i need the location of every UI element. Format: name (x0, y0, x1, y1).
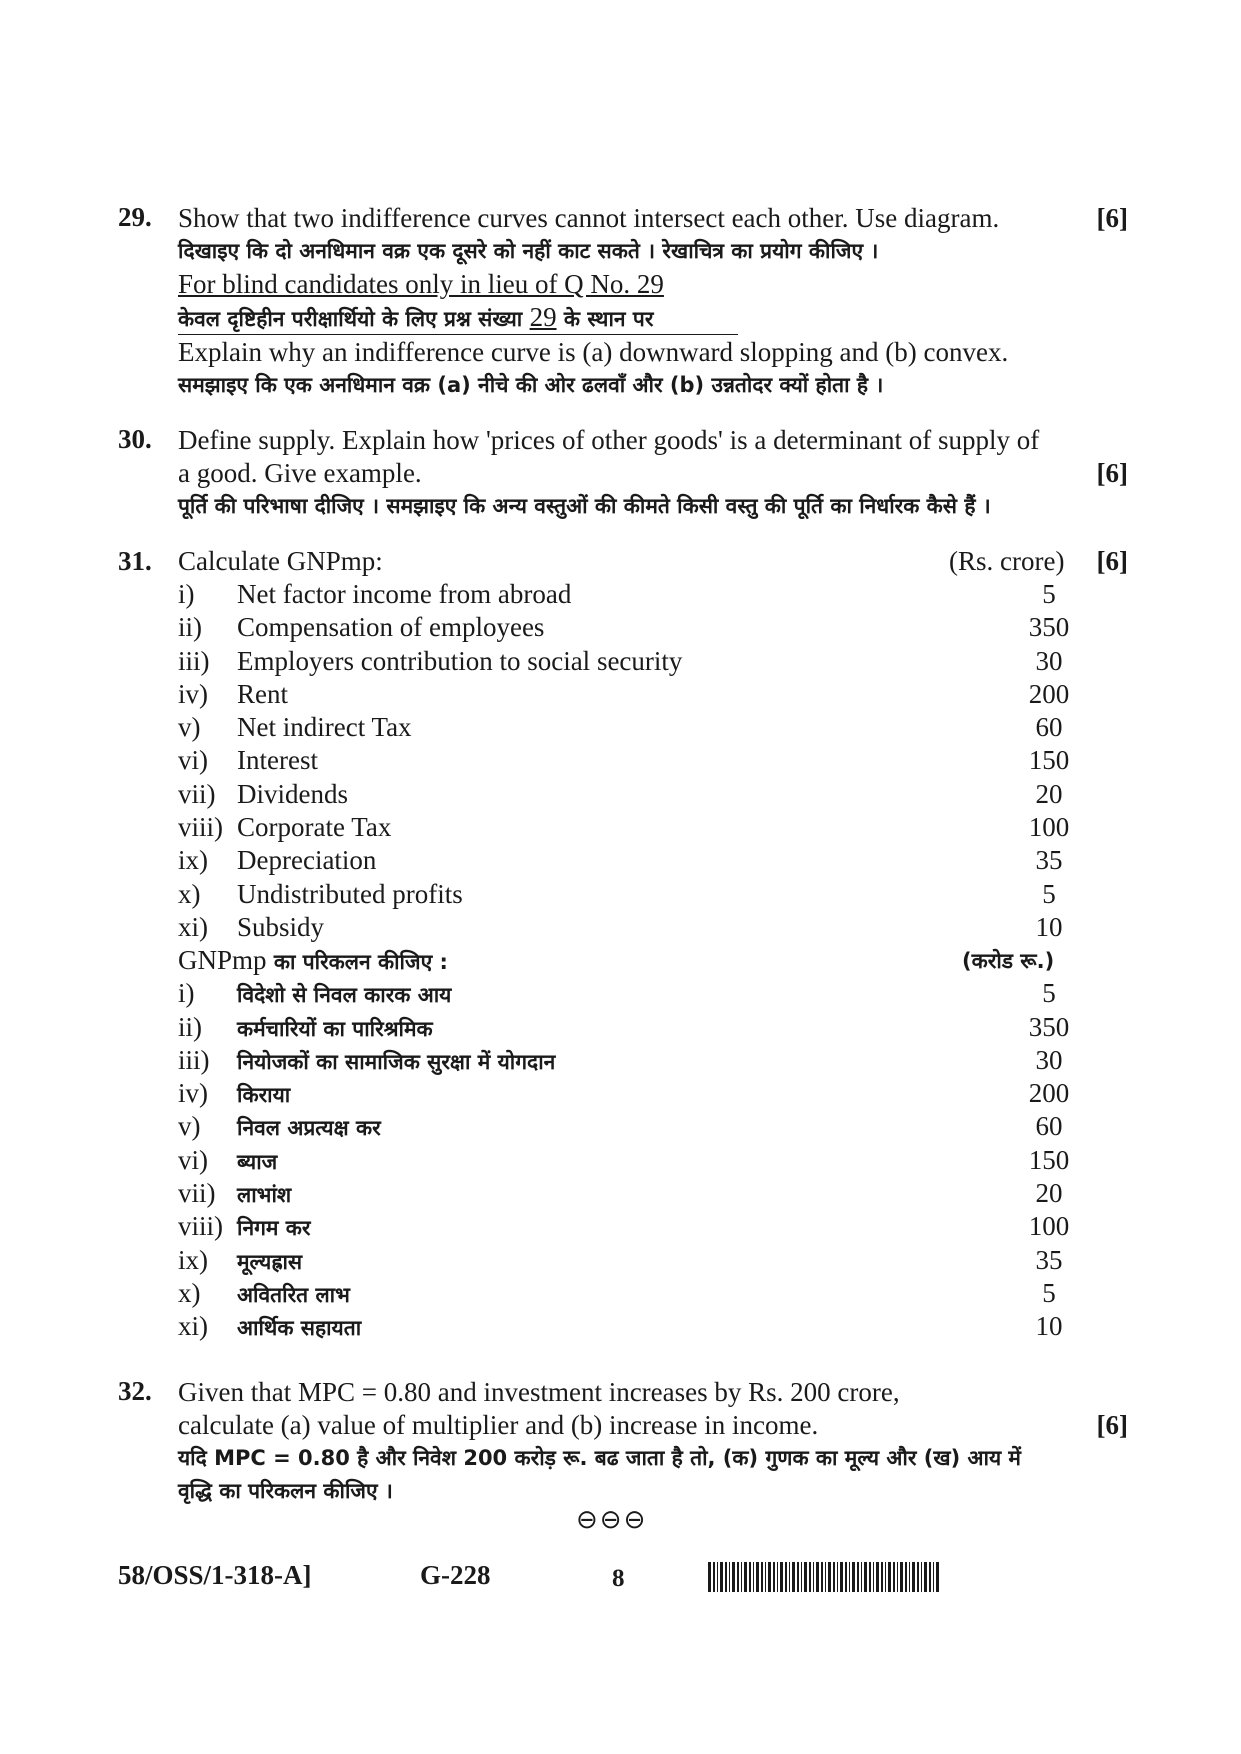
row-label: Undistributed profits (237, 878, 463, 909)
barcode-bar (924, 1562, 927, 1592)
barcode-bar (737, 1562, 739, 1592)
table-row (178, 612, 1128, 645)
barcode-bar (840, 1562, 843, 1592)
barcode-bar (845, 1562, 847, 1592)
table-row (178, 1012, 1128, 1045)
barcode-bar (708, 1562, 711, 1592)
barcode-bar (885, 1562, 886, 1592)
question-text-en-line1: Define supply. Explain how 'prices of other goods' is a determinant of supply of (178, 425, 1040, 455)
barcode-bar (869, 1562, 871, 1592)
row-label: Net factor income from abroad (237, 579, 572, 609)
table-row (178, 579, 1128, 612)
row-label: विदेशो से निवल कारक आय (237, 983, 452, 1008)
barcode-bar (909, 1562, 910, 1592)
table-row (178, 912, 1128, 945)
row-number: iv) (178, 678, 208, 709)
barcode-bar (744, 1562, 747, 1592)
row-label: ब्याज (237, 1149, 278, 1174)
table-title-hi: का परिकलन कीजिए : (266, 950, 448, 975)
barcode-bar (912, 1562, 915, 1592)
row-label: Employers contribution to social security (237, 645, 683, 676)
row-number: viii) (178, 812, 223, 843)
row-value: 5 (1042, 978, 1056, 1009)
barcode-bar (821, 1562, 823, 1592)
row-label: Rent (237, 678, 288, 709)
table-header-en (178, 546, 1128, 579)
barcode-bar (717, 1562, 718, 1592)
row-number: i) (178, 579, 195, 609)
table-row (178, 1278, 1128, 1311)
row-label: Interest (237, 745, 318, 776)
row-value: 200 (1028, 678, 1070, 709)
barcode-bar (881, 1562, 883, 1592)
table-row (178, 1078, 1128, 1111)
page-number: 8 (612, 1565, 625, 1592)
row-value: 30 (1035, 1044, 1063, 1075)
row-value: 5 (1042, 579, 1056, 609)
table-title-hi-prefix: GNPmp (178, 945, 267, 976)
row-number: i) (178, 978, 195, 1009)
row-value: 5 (1042, 878, 1056, 909)
barcode-bar (888, 1562, 891, 1592)
alternate-question-hi: समझाइए कि एक अनधिमान वक्र (a) नीचे की ओर ढलवॉं और (b) उन्नतोदर क्यों होता है । (178, 373, 884, 397)
barcode-bar (797, 1562, 799, 1592)
barcode-bar (825, 1562, 826, 1592)
items-list-en (178, 579, 1128, 945)
row-value: 30 (1035, 645, 1063, 676)
row-value: 20 (1035, 778, 1063, 809)
row-value: 60 (1035, 712, 1063, 743)
question-number: 30. (118, 424, 152, 454)
question-text-hi: दिखाइए कि दो अनधिमान वक्र एक दूसरे को नहीं काट सकते । रेखाचित्र का प्रयोग कीजिए । (178, 239, 879, 263)
row-value: 100 (1028, 812, 1070, 843)
question-number: 29. (118, 202, 152, 232)
row-label: Net indirect Tax (237, 712, 412, 743)
table-row (178, 1111, 1128, 1144)
row-number: vii) (178, 778, 216, 809)
barcode (708, 1562, 940, 1592)
row-number: ix) (178, 845, 208, 876)
row-label: Depreciation (237, 845, 377, 876)
barcode-bar (777, 1562, 778, 1592)
row-number: vi) (178, 745, 208, 776)
row-label: आर्थिक सहायता (237, 1316, 362, 1341)
marks: [6] (1096, 458, 1128, 488)
row-label: अवितरित लाभ (237, 1282, 350, 1307)
row-number: x) (178, 878, 201, 909)
table-row (178, 646, 1128, 679)
table-row (178, 845, 1128, 878)
paper-code: 58/OSS/1-318-A] (118, 1560, 312, 1590)
table-row (178, 1045, 1128, 1078)
question-number: 32. (118, 1376, 152, 1406)
row-number: ix) (178, 1244, 208, 1275)
marks: [6] (1096, 546, 1128, 576)
barcode-bar (729, 1562, 730, 1592)
row-value: 200 (1028, 1078, 1070, 1109)
row-value: 20 (1035, 1178, 1063, 1209)
row-value: 5 (1042, 1277, 1056, 1308)
barcode-bar (809, 1562, 811, 1592)
row-label: लाभांश (237, 1183, 292, 1208)
barcode-bar (893, 1562, 895, 1592)
barcode-bar (753, 1562, 754, 1592)
barcode-bar (713, 1562, 715, 1592)
table-row (178, 1245, 1128, 1278)
table-row (178, 745, 1128, 778)
barcode-bar (900, 1562, 903, 1592)
barcode-bar (756, 1562, 759, 1592)
row-value: 350 (1028, 1011, 1070, 1042)
barcode-bar (804, 1562, 807, 1592)
row-number: iii) (178, 645, 210, 676)
row-number: vii) (178, 1178, 216, 1209)
table-row (178, 1178, 1128, 1211)
barcode-bar (749, 1562, 751, 1592)
table-row (178, 712, 1128, 745)
row-label: Subsidy (237, 911, 325, 942)
row-value: 35 (1035, 1244, 1063, 1275)
unit-label-en: (Rs. crore) (949, 546, 1065, 576)
barcode-bar (789, 1562, 790, 1592)
barcode-bar (725, 1562, 727, 1592)
table-row (178, 879, 1128, 912)
barcode-bar (765, 1562, 766, 1592)
row-number: xi) (178, 1311, 208, 1342)
table-row (178, 1211, 1128, 1244)
table-row (178, 779, 1128, 812)
end-of-paper-symbols: ⊖⊖⊖ (576, 1505, 648, 1535)
barcode-bar (929, 1562, 931, 1592)
row-label: निवल अप्रत्यक्ष कर (237, 1116, 381, 1141)
row-label: किराया (237, 1083, 291, 1108)
row-value: 10 (1035, 1311, 1063, 1342)
question-text-en-line1: Given that MPC = 0.80 and investment increases by Rs. 200 crore, (178, 1377, 900, 1407)
barcode-bar (897, 1562, 898, 1592)
barcode-bar (813, 1562, 814, 1592)
barcode-bar (773, 1562, 775, 1592)
series-code: G-228 (420, 1560, 491, 1590)
row-value: 35 (1035, 845, 1063, 876)
barcode-bar (833, 1562, 835, 1592)
question-text-hi: पूर्ति की परिभाषा दीजिए । समझाइए कि अन्य वस्तुओं की कीमते किसी वस्तु की पूर्ति का निर्धारक कैसे हैं । (178, 494, 991, 518)
question-text-en-line2: a good. Give example. (178, 458, 422, 488)
row-number: v) (178, 1111, 201, 1142)
row-label: नियोजकों का सामाजिक सुरक्षा में योगदान (237, 1049, 556, 1074)
row-label: Compensation of employees (237, 612, 545, 643)
row-number: iv) (178, 1078, 208, 1109)
row-value: 150 (1028, 745, 1070, 776)
table-row (178, 1145, 1128, 1178)
table-header-hi (178, 945, 1128, 978)
question-text-en-line2: calculate (a) value of multiplier and (b) increase in income. (178, 1410, 819, 1440)
barcode-bar (933, 1562, 934, 1592)
blind-note-en: For blind candidates only in lieu of Q No. 29 (178, 269, 664, 299)
marks: [6] (1096, 203, 1128, 233)
row-number: xi) (178, 911, 208, 942)
barcode-bar (936, 1562, 939, 1592)
table-row (178, 679, 1128, 712)
table-row (178, 1311, 1128, 1344)
barcode-bar (876, 1562, 879, 1592)
row-value: 150 (1028, 1144, 1070, 1175)
row-value: 100 (1028, 1211, 1070, 1242)
barcode-bar (732, 1562, 735, 1592)
row-number: iii) (178, 1044, 210, 1075)
question-text-en: Show that two indifference curves cannot intersect each other. Use diagram. (178, 203, 1000, 233)
row-label: मूल्यह्रास (237, 1249, 303, 1274)
unit-label-hi: (करोड रू.) (962, 949, 1055, 974)
barcode-bar (849, 1562, 850, 1592)
table-row (178, 812, 1128, 845)
barcode-bar (741, 1562, 742, 1592)
row-number: vi) (178, 1144, 208, 1175)
row-label: कर्मचारियों का पारिश्रमिक (237, 1016, 433, 1041)
items-list-hi (178, 978, 1128, 1344)
barcode-bar (864, 1562, 867, 1592)
barcode-bar (852, 1562, 855, 1592)
row-number: v) (178, 712, 201, 743)
row-label: निगम कर (237, 1216, 311, 1241)
row-value: 60 (1035, 1111, 1063, 1142)
barcode-bar (857, 1562, 859, 1592)
barcode-bar (816, 1562, 819, 1592)
row-number: ii) (178, 612, 202, 643)
table-title-en: Calculate GNPmp: (178, 546, 383, 576)
barcode-bar (917, 1562, 919, 1592)
barcode-bar (780, 1562, 783, 1592)
row-value: 10 (1035, 911, 1063, 942)
barcode-bar (768, 1562, 771, 1592)
row-number: ii) (178, 1011, 202, 1042)
barcode-bar (801, 1562, 802, 1592)
question-number: 31. (118, 546, 152, 576)
barcode-bar (792, 1562, 795, 1592)
question-text-hi-line2: वृद्धि का परिकलन कीजिए । (178, 1479, 393, 1503)
barcode-bar (785, 1562, 787, 1592)
marks: [6] (1096, 1410, 1128, 1440)
row-value: 350 (1028, 612, 1070, 643)
barcode-bar (837, 1562, 838, 1592)
barcode-bar (921, 1562, 922, 1592)
barcode-bar (861, 1562, 862, 1592)
row-number: viii) (178, 1211, 223, 1242)
table-row (178, 978, 1128, 1011)
barcode-bar (720, 1562, 723, 1592)
barcode-bar (828, 1562, 831, 1592)
barcode-bar (873, 1562, 874, 1592)
row-label: Corporate Tax (237, 812, 392, 843)
row-label: Dividends (237, 778, 348, 809)
question-text-hi-line1: यदि MPC = 0.80 है और निवेश 200 करोड़ रू. बढ जाता है तो, (क) गुणक का मूल्य और (ख) आय में (178, 1446, 1021, 1470)
barcode-bar (905, 1562, 907, 1592)
blind-note-hi: केवल दृष्टिहीन परीक्षार्थियो के लिए प्रश्न संख्या 29 के स्थान पर (178, 301, 1128, 336)
row-number: x) (178, 1277, 201, 1308)
alternate-question-en: Explain why an indifference curve is (a) downward slopping and (b) convex. (178, 337, 1009, 367)
barcode-bar (761, 1562, 763, 1592)
